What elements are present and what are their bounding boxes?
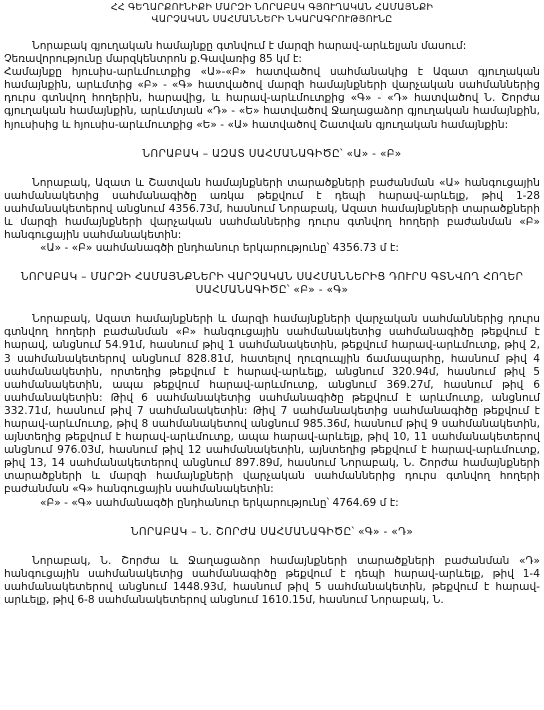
section-1-body: Նորաբակ, Ազատ և Շատվան համայնքների տարածքների բաժանման «Ա» հանգուցային սահմանակետից սահմանագիծը առկա թեքվում է դեպի հարավ-արևելք, թիվ 1-28 սահմանակետերով անցնում 4356.73մ, հասնում Նորաբակ, Ազատ համայնքների տարածքների և մարզի համայնքների վարչական սահմաններից դուրս գտնվող հողերի բաժանման «Բ» հանգուցային սահմանակետին:	[4, 176, 540, 242]
intro-distance: Չեռավորությունը մարզկենտրոն ք.Գավառից 85 կմ է:	[4, 53, 302, 66]
section-2-title-line-1: ՆՈՐԱԲԱԿ – ՄԱՐԶԻ ՀԱՄԱՅՆՔՆԵՐԻ ՎԱՐՉԱԿԱՆ ՍԱՀՄԱՆՆԵՐԻՑ ԴՈՒՐՍ ԳՏՆՎՈՂ ՀՈՂԵՐ	[20, 271, 524, 284]
document-header-line-1: ՀՀ ԳԵՂԱՐՔՈՒՆԻՔԻ ՄԱՐԶԻ ՆՈՐԱԲԱԿ ԳՅՈՒՂԱԿԱՆ ՀԱՄԱՅՆՔԻ	[110, 2, 434, 13]
section-1-title-line: ՆՈՐԱԲԱԿ – ԱԶԱՏ ՍԱՀՄԱՆԱԳԻԾԸ՝ «Ա» - «Բ»	[142, 147, 402, 160]
section-3-title	[4, 526, 540, 539]
section-1-title	[4, 148, 540, 161]
section-2-title-line-2: ՍԱՀՄԱՆԱԳԻԾԸ՝ «Բ» - «Գ»	[195, 284, 349, 297]
section-2-title	[4, 271, 540, 297]
intro-borders: Համայնքը հյուսիս-արևմուտքից «Ա»-«Բ» հատվածով սահմանակից է Ազատ գյուղական համայնքին, արևմտից «Բ» - «Գ» հատվածով մարզի համայնքների վարչական սահմաններից դուրս գտնվող հողերին, հարավից, և հարավ-արևմուտքից «Գ» - «Դ» հատվածով Ն. Շորժա գյուղական համայնքին, արևմտյան «Դ» - «Ե» հատվածով Ջաղացաձոր գյուղական համայնքին, հյուսիսից և հյուսիս-արևմուտքից «Ե» - «Ա» հատվածով Շատվան գյուղական համայնքին:	[4, 66, 540, 131]
section-1-total: «Ա» - «Բ» սահմանագծի ընդհանուր երկարությունը՝ 4356.73 մ է:	[40, 242, 399, 255]
section-3-title-line: ՆՈՐԱԲԱԿ – Ն. ՇՈՐԺԱ ՍԱՀՄԱՆԱԳԻԾԸ՝ «Գ» - «Դ»	[130, 525, 414, 538]
section-2-total: «Բ» - «Գ» սահմանագծի ընդհանուր երկարությունը՝ 4764.69 մ է:	[40, 496, 399, 509]
section-3-body: Նորաբակ, Ն. Շորժա և Ջաղացաձոր համայնքների տարածքների բաժանման «Դ» հանգուցային սահմանակետից սահմանագիծը թեքվում է դեպի հարավ-արևելք, թիվ 1-4 սահմանակետերով անցնում 1448.93մ, հասնում թիվ 5 սահմանակետին, թեքվում է հարավ-արևելք, թիվ 6-8 սահմանակետերով անցնում 1610.15մ, հասնում Նորաբակ, Ն.	[4, 554, 540, 606]
section-2-body: Նորաբակ, Ազատ համայնքների և մարզի համայնքների վարչական սահմաններից դուրս գտնվող հողերի բաժանման «Բ» հանգուցային սահմանակետից սահմանագիծը թեքվում է հարավ, անցնում 54.91մ, հասնում թիվ 1 սահմանակետին, թեքվում հարավ-արևմուտք, թիվ 2, 3 սահմանակետերով անցնում 828.81մ, հատելով ղուզուպյին ճամապարհը, հասնում թիվ 4 սահմանակետին, որտեղից թեքվում է հարավ-արևելք, անցնում 320.94մ, հասնում թիվ 5 սահմանակետին, ապա թեքվում հարավ-արևմուտք, անցնում 369.27մ, հասնում թիվ 6 սահմանակետին: Թիվ 6 սահմանակետից սահմանագիծը թեքվում է արևմուտք, անցնում 332.71մ, հասնում թիվ 7 սահմանակետին: Թիվ 7 սահմանակետից սահմանագիծը թեքվում է հարավ-արևմուտք, թիվ 8 սահմանակետով անցնում 985.36մ, հասնում թիվ 9 սահմանակետին, այնտեղից թեքվում է հարավ-արևմուտք, ապա հարավ-արևելք, թիվ 10, 11 սահմանակետերով անցնում 976.03մ, հասնում թիվ 12 սահմանակետին, այնտեղից թեքվում է հարավ-արևմուտք, թիվ 13, 14 սահմանակետերով անցնում 897.89մ, հասնում Նորաբակ, Ն. Շորժա համայնքների տարածքների և մարզի համայնքների վարչական սահմաններից դուրս գտնվող հողերի բաժանման «Գ» հանգուցային սահմանակետին:	[4, 313, 540, 496]
intro-location: Նորաբակ գյուղական համայնքը գտնվում է մարզի հարավ-արևելյան մասում:	[32, 40, 467, 52]
document-header-line-2: ՎԱՐՉԱԿԱՆ ՍԱՀՄԱՆՆԵՐԻ ՆԿԱՐԱԳՐՈՒԹՅՈՒՆԸ	[151, 14, 393, 25]
